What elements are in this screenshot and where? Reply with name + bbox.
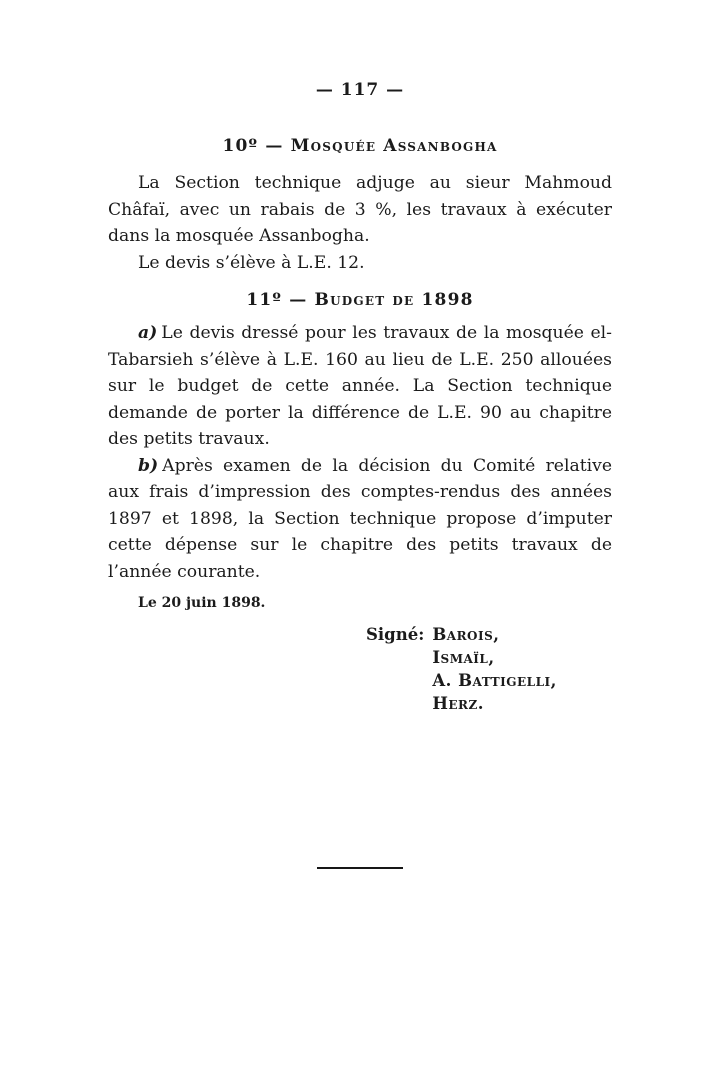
section-10-paragraph-2: Le devis s’élève à L.E. 12.	[138, 252, 365, 273]
item-b-text: Après examen de la décision du Comité relative aux frais d’impression des comptes-rendus des années 1897 et 1898, la Section technique propose d’imputer cette dépense sur le chapitre des petits travaux de l’année courante.	[108, 455, 612, 582]
item-a-label: a)	[138, 323, 158, 343]
signatory-ismail: Ismaïl,	[432, 648, 495, 667]
section-10-heading: 10º — Mosquée Assanbogha	[222, 136, 498, 156]
page-number: — 117 —	[315, 80, 405, 100]
signatory-battigelli: A. Battigelli,	[432, 671, 557, 690]
section-11-body	[108, 320, 612, 585]
item-a-text: Le devis dressé pour les travaux de la mosquée el-Tabarsieh s’élève à L.E. 160 au lieu de L.E. 250 allouées sur le budget de cette année. La Section technique demande de porter la différence de L.E. 90 au chapitre des petits travaux.	[108, 323, 612, 449]
signature-block	[366, 623, 612, 715]
section-10-paragraph-1: La Section technique adjuge au sieur Mahmoud Châfaï, avec un rabais de 3 %, les travaux à exécuter dans la mosquée Assanbogha.	[108, 173, 612, 246]
section-10-body	[108, 170, 612, 276]
signatory-list	[432, 623, 557, 715]
date-line: Le 20 juin 1898.	[138, 595, 266, 611]
signatory-barois: Barois,	[432, 625, 500, 644]
signatory-herz: Herz.	[432, 694, 485, 713]
end-divider-rule	[317, 867, 403, 869]
text-block	[108, 0, 612, 869]
section-11-item-b	[108, 453, 612, 586]
signed-label: Signé:	[366, 625, 425, 644]
section-11-item-a	[108, 320, 612, 453]
section-11-heading: 11º — Budget de 1898	[246, 290, 474, 310]
item-b-label: b)	[138, 455, 159, 476]
